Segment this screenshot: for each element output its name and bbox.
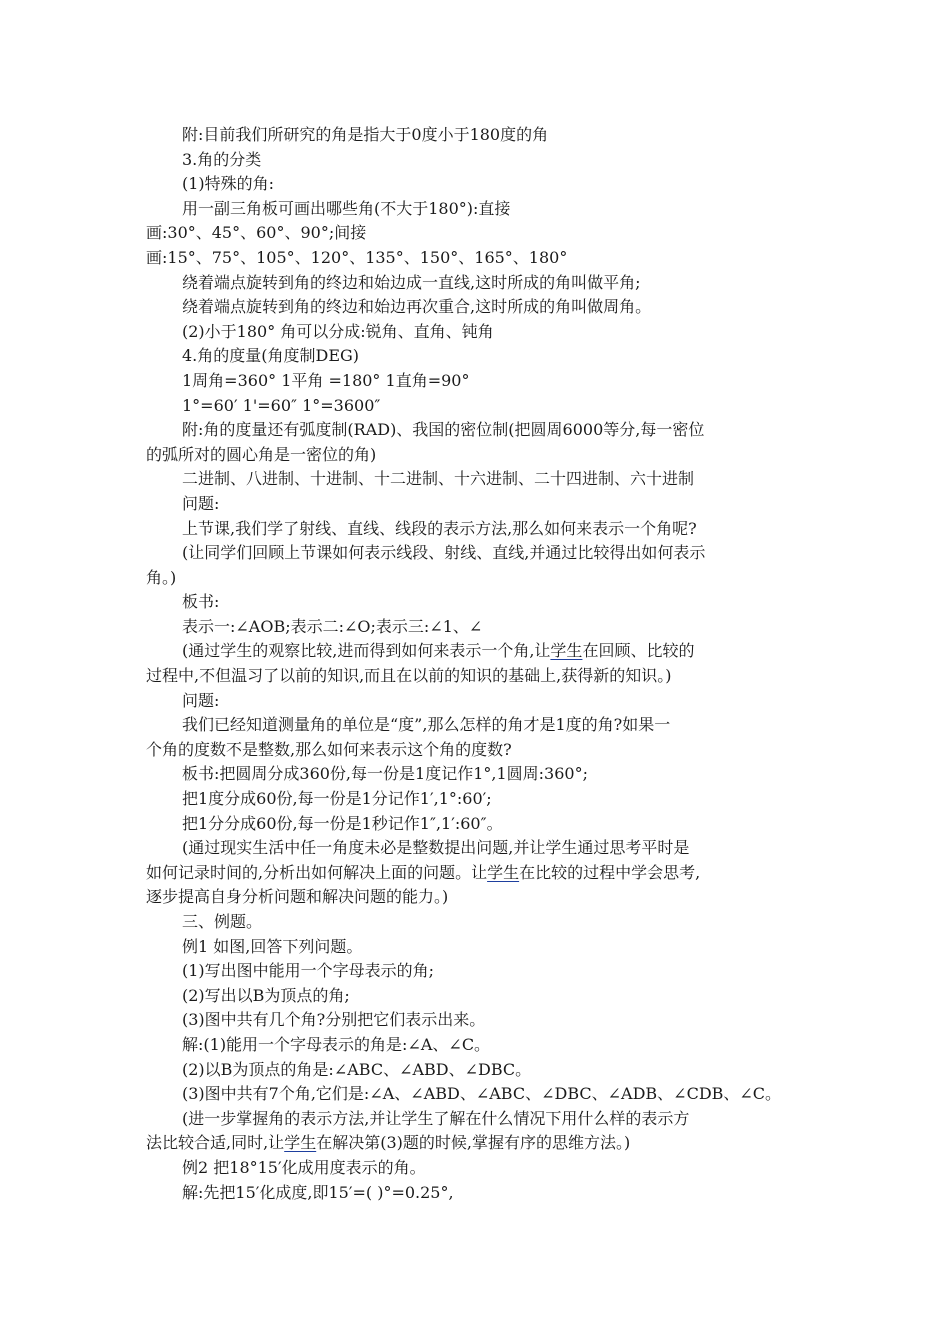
text-line [146, 123, 826, 148]
text-run: (通过学生的观察比较,进而得到如何来表示一个角,让 [182, 641, 551, 661]
underlined-link-text[interactable]: 学生 [550, 641, 583, 661]
text-run: (通过现实生活中任一角度未必是整数提出问题,并让学生通过思考平时是 [182, 838, 690, 858]
text-run: 二进制、八进制、十进制、十二进制、十六进制、二十四进制、六十进制 [182, 469, 695, 489]
text-line [146, 1131, 826, 1156]
text-run: 附:目前我们所研究的角是指大于0度小于180度的角 [182, 125, 549, 144]
text-run: 例1 如图,回答下列问题。 [182, 936, 363, 956]
text-run: 绕着端点旋转到角的终边和始边再次重合,这时所成的角叫做周角。 [182, 297, 652, 317]
text-run: 在回顾、比较的 [582, 641, 695, 661]
text-line [146, 812, 826, 837]
text-line [146, 861, 826, 886]
text-run: 板书: [182, 592, 220, 612]
text-run: 把1分分成60份,每一份是1秒记作1″,1′:60″。 [182, 813, 503, 833]
text-run: (2)小于180° 角可以分成:锐角、直角、钝角 [182, 321, 494, 341]
text-line [146, 984, 826, 1009]
text-run: 1周角=360° 1平角 =180° 1直角=90° [182, 370, 470, 390]
text-run: 如何记录时间的,分析出如何解决上面的问题。让 [146, 862, 488, 882]
text-run: 1°=60′ 1'=60″ 1°=3600″ [182, 395, 381, 415]
text-run: 3.角的分类 [182, 149, 262, 169]
text-run: 法比较合适,同时,让 [146, 1133, 285, 1153]
text-run: (3)图中共有几个角?分别把它们表示出来。 [182, 1010, 486, 1030]
text-line [146, 639, 826, 664]
text-line [146, 1033, 826, 1058]
text-run: (2)以B为顶点的角是:∠ABC、∠ABD、∠DBC。 [182, 1059, 532, 1079]
text-line [146, 221, 826, 246]
text-line [146, 713, 826, 738]
text-run: 解:先把15′化成度,即15′=( )°=0.25°, [182, 1182, 454, 1202]
text-run: (1)写出图中能用一个字母表示的角; [182, 961, 435, 981]
text-line [146, 197, 826, 222]
text-line [146, 541, 826, 566]
text-run: 过程中,不但温习了以前的知识,而且在以前的知识的基础上,获得新的知识。) [146, 666, 672, 686]
text-run: 三、例题。 [182, 912, 263, 931]
text-line [146, 369, 826, 394]
text-line [146, 467, 826, 492]
text-line [146, 492, 826, 517]
text-line [146, 590, 826, 615]
text-run: 个角的度数不是整数,那么如何来表示这个角的度数? [146, 739, 512, 759]
text-line [146, 344, 826, 369]
text-line [146, 148, 826, 173]
underlined-link-text[interactable]: 学生 [284, 1133, 317, 1153]
document-body [146, 123, 826, 1205]
text-line [146, 959, 826, 984]
text-line [146, 1181, 826, 1206]
text-line [146, 1082, 826, 1107]
text-line [146, 762, 826, 787]
text-run: 逐步提高自身分析问题和解决问题的能力。) [146, 887, 449, 907]
text-run: 附:角的度量还有弧度制(RAD)、我国的密位制(把圆周6000等分,每一密位 [182, 420, 705, 440]
text-line [146, 615, 826, 640]
text-line [146, 566, 826, 591]
text-line [146, 885, 826, 910]
text-line [146, 1156, 826, 1181]
text-line [146, 246, 826, 271]
text-line [146, 517, 826, 542]
text-run: 在解决第(3)题的时候,掌握有序的思维方法。) [316, 1133, 631, 1153]
text-run: 表示一:∠AOB;表示二:∠O;表示三:∠1、∠ [182, 616, 483, 636]
text-line [146, 172, 826, 197]
text-run: 上节课,我们学了射线、直线、线段的表示方法,那么如何来表示一个角呢? [182, 518, 697, 538]
text-run: 用一副三角板可画出哪些角(不大于180°):直接 [182, 198, 511, 218]
text-run: 问题: [182, 690, 220, 710]
text-line [146, 1058, 826, 1083]
text-run: 画:15°、75°、105°、120°、135°、150°、165°、180° [146, 247, 568, 267]
text-run: 解:(1)能用一个字母表示的角是:∠A、∠C。 [182, 1034, 491, 1054]
text-line [146, 320, 826, 345]
text-run: 板书:把圆周分成360份,每一份是1度记作1°,1圆周:360°; [182, 764, 588, 784]
text-run: 把1度分成60份,每一份是1分记作1′,1°:60′; [182, 789, 492, 809]
text-line [146, 418, 826, 443]
text-line [146, 1107, 826, 1132]
text-run: (1)特殊的角: [182, 174, 275, 194]
text-run: 例2 把18°15′化成用度表示的角。 [182, 1157, 426, 1177]
text-line [146, 689, 826, 714]
text-run: 我们已经知道测量角的单位是“度”,那么怎样的角才是1度的角?如果一 [182, 715, 671, 735]
text-line [146, 787, 826, 812]
text-line [146, 836, 826, 861]
text-run: (进一步掌握角的表示方法,并让学生了解在什么情况下用什么样的表示方 [182, 1108, 690, 1128]
text-run: 的弧所对的圆心角是一密位的角) [146, 444, 377, 464]
text-run: (让同学们回顾上节课如何表示线段、射线、直线,并通过比较得出如何表示 [182, 543, 706, 563]
text-run: 画:30°、45°、60°、90°;间接 [146, 223, 367, 243]
text-line [146, 443, 826, 468]
text-run: 在比较的过程中学会思考, [519, 862, 701, 882]
text-line [146, 295, 826, 320]
text-line [146, 664, 826, 689]
text-run: 4.角的度量(角度制DEG) [182, 346, 360, 366]
text-line [146, 1008, 826, 1033]
text-run: 角。) [146, 567, 177, 587]
text-line [146, 910, 826, 935]
text-line [146, 394, 826, 419]
text-line [146, 935, 826, 960]
text-line [146, 738, 826, 763]
text-line [146, 271, 826, 296]
text-run: (3)图中共有7个角,它们是:∠A、∠ABD、∠ABC、∠DBC、∠ADB、∠CDB、∠C。 [182, 1084, 782, 1104]
text-run: 问题: [182, 493, 220, 513]
text-run: (2)写出以B为顶点的角; [182, 985, 350, 1005]
text-run: 绕着端点旋转到角的终边和始边成一直线,这时所成的角叫做平角; [182, 272, 641, 292]
underlined-link-text[interactable]: 学生 [487, 862, 520, 882]
